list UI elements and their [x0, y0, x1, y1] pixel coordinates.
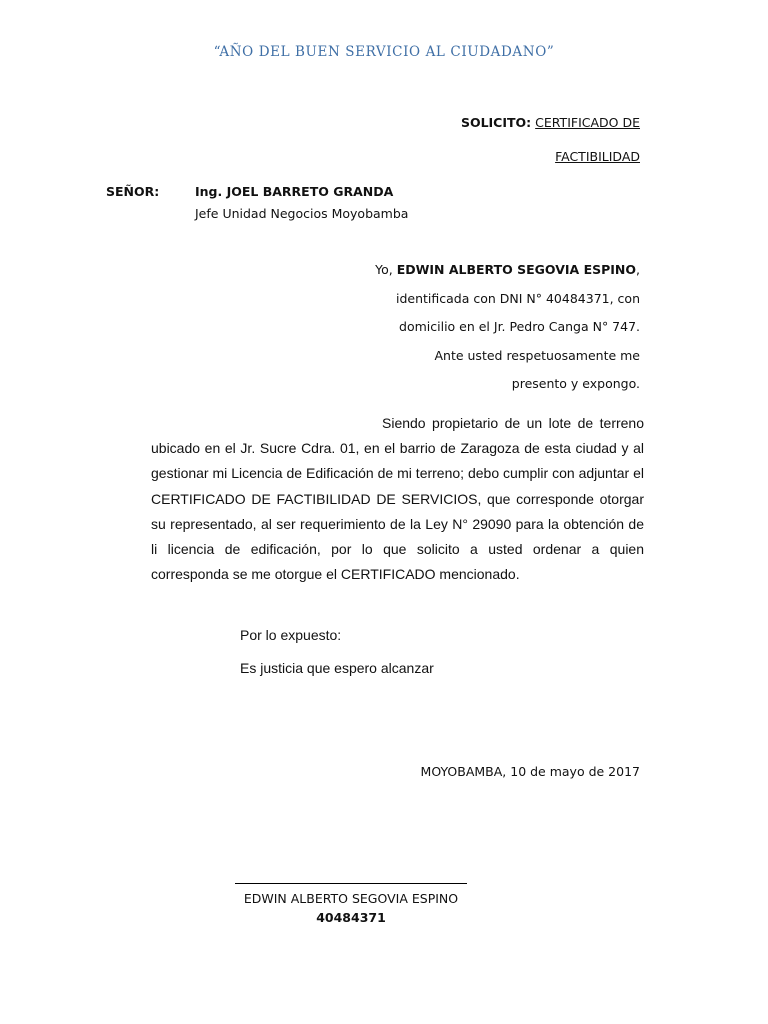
applicant-name: EDWIN ALBERTO SEGOVIA ESPINO [396, 262, 637, 277]
request-line [461, 115, 640, 130]
applicant-dni-line: identificada con DNI N° 40484371, con [395, 291, 640, 306]
addressee-name: Ing. JOEL BARRETO GRANDA [195, 184, 394, 199]
salutation: SEÑOR: [106, 184, 160, 199]
applicant-intro-prefix: Yo, [375, 262, 397, 277]
applicant-intro [375, 262, 640, 277]
body-paragraph [151, 411, 644, 587]
request-subject-2: FACTIBILIDAD [555, 149, 640, 164]
applicant-intro-suffix: , [636, 262, 640, 277]
date-line: MOYOBAMBA, 10 de mayo de 2017 [420, 764, 640, 779]
closing-line-1: Por lo expuesto: [240, 627, 342, 643]
addressee-title: Jefe Unidad Negocios Moyobamba [195, 206, 409, 221]
body-paragraph-text: Siendo propietario de un lote de terreno ubicado en el Jr. Sucre Cdra. 01, en el barrio de Zaragoza de esta ciudad y al gestionar mi Licencia de Edificación de mi terreno; debo cumplir con adjuntar el CERTIFICADO DE FACTIBILIDAD DE SERVICIOS, que corresponde otorgar su representado, al ser requerimiento de la Ley N° 29090 para la obtención de li licencia de edificación, por lo que solicito a usted ordenar a quien corresponda se me otorgue el CERTIFICADO mencionado. [151, 415, 644, 583]
signature-name: EDWIN ALBERTO SEGOVIA ESPINO [243, 891, 459, 906]
request-subject-1: CERTIFICADO DE [535, 115, 640, 130]
applicant-address-line: domicilio en el Jr. Pedro Canga N° 747. [399, 319, 640, 334]
applicant-respect-line: Ante usted respetuosamente me [434, 348, 640, 363]
request-label: SOLICITO: [460, 115, 532, 130]
signature-line [235, 883, 467, 884]
signature-dni: 40484371 [316, 910, 386, 925]
applicant-present-line: presento y expongo. [511, 376, 640, 391]
signature-block [235, 889, 467, 927]
closing-line-2: Es justicia que espero alcanzar [240, 660, 434, 676]
document-motto: “AÑO DEL BUEN SERVICIO AL CIUDADANO” [213, 44, 555, 60]
